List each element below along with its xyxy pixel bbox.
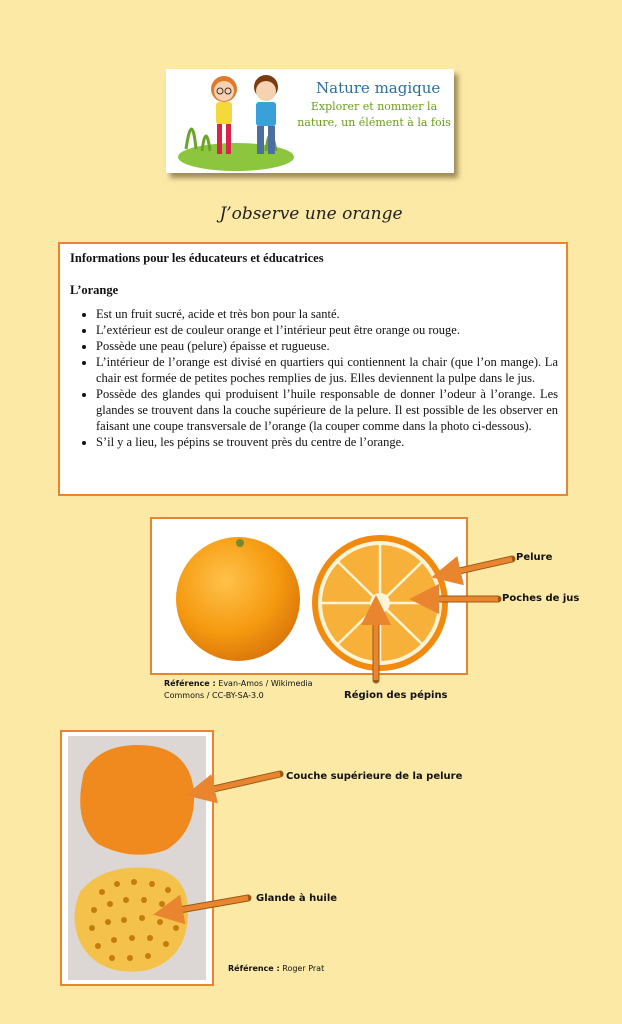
banner-subtitle: Explorer et nommer la nature, un élément à la fois — [297, 100, 451, 129]
info-heading: Informations pour les éducateurs et éducatrices — [70, 251, 324, 265]
list-item: • Est un fruit sucré, acide et très bon pour la santé. — [96, 306, 558, 322]
label-glande-a-huile: Glande à huile — [256, 893, 338, 904]
ref-text: Roger Prat — [279, 964, 325, 973]
label-poches-de-jus: Poches de jus — [502, 593, 580, 604]
ref-text: Evan-Amos / Wikimedia Commons / CC-BY-SA-3.0 — [164, 679, 313, 700]
arrow-couche — [200, 774, 280, 792]
arrow-pelure — [446, 559, 512, 574]
page-title: J’observe une orange — [219, 204, 403, 224]
info-subheading: L’orange — [70, 283, 119, 297]
reference-figure2 — [228, 963, 324, 975]
ref-prefix: Référence : — [228, 964, 280, 973]
label-region-des-pepins: Région des pépins — [344, 690, 448, 701]
list-item: • Possède des glandes qui produisent l’huile responsable de donner l’odeur à l’orange. Les glandes se trouvent dans la couche supérieure de la pelure. Il est possible de les observer en faisant une coupe transversale de l’orange (la couper comme dans la photo ci-dessous). — [96, 386, 558, 434]
list-item: • Possède une peau (pelure) épaisse et rugueuse. — [96, 338, 558, 354]
label-couche-superieure: Couche supérieure de la pelure — [286, 771, 463, 782]
ref-prefix: Référence : — [164, 679, 216, 688]
banner-title: Nature magique — [316, 79, 441, 97]
label-pelure: Pelure — [516, 552, 553, 563]
list-item: • L’intérieur de l’orange est divisé en quartiers qui contiennent la chair (que l’on mange). La chair est formée de petites poches remplies de jus. Elles deviennent la pulpe dans le jus. — [96, 354, 558, 386]
list-item: • S’il y a lieu, les pépins se trouvent près du centre de l’orange. — [96, 434, 558, 450]
reference-figure1 — [164, 678, 314, 702]
list-item: • L’extérieur est de couleur orange et l’intérieur peut être orange ou rouge. — [96, 322, 558, 338]
arrow-glande — [168, 898, 248, 912]
